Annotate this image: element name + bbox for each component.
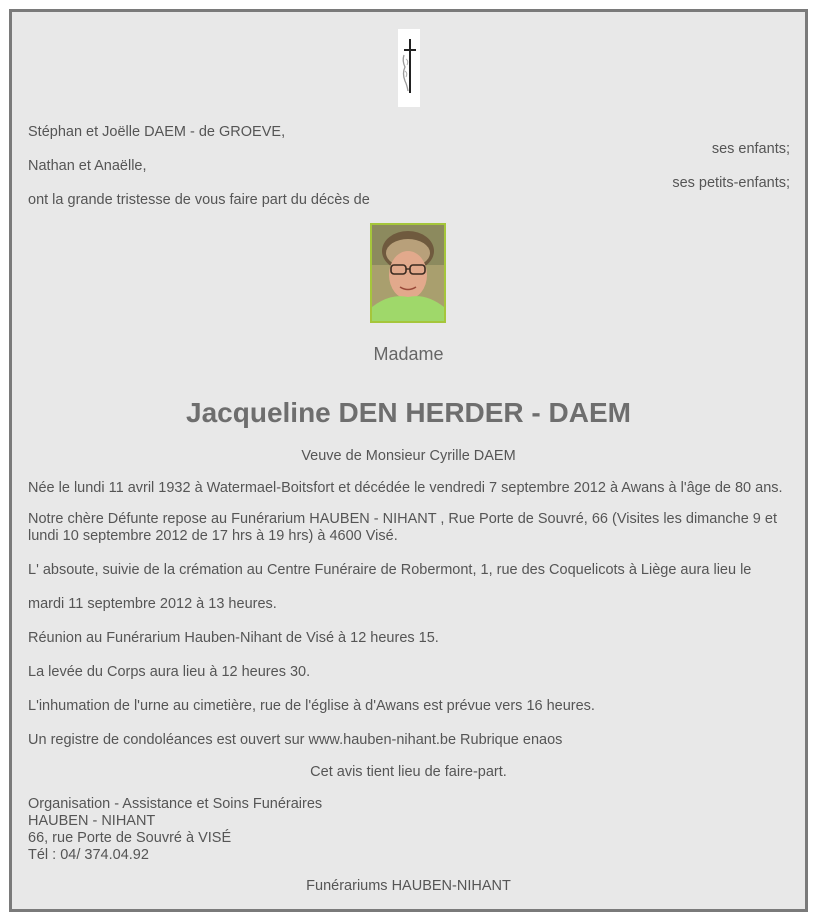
condolence-register: Un registre de condoléances est ouvert sur www.hauben-nihant.be Rubrique enaos — [28, 732, 563, 748]
absolution: L' absoute, suivie de la crémation au Centre Funéraire de Robermont, 1, rue des Coquelicots à Liège aura lieu le — [28, 562, 752, 578]
grandchildren-role: ses petits-enfants; — [672, 175, 790, 191]
rest-line-2: lundi 10 septembre 2012 de 17 hrs à 19 hrs) à 4600 Visé. — [28, 528, 398, 544]
notice: Cet avis tient lieu de faire-part. — [310, 764, 507, 780]
organisation-line-3: 66, rue Porte de Souvré à VISÉ — [28, 830, 232, 846]
children-names: Stéphan et Joëlle DAEM - de GROEVE, — [28, 124, 286, 140]
birth-death: Née le lundi 11 avril 1932 à Watermael-Boitsfort et décédée le vendredi 7 septembre 2012 à Awans à l'âge de 80 ans. — [28, 480, 783, 496]
widow-of: Veuve de Monsieur Cyrille DAEM — [301, 448, 516, 464]
organisation-line-2: HAUBEN - NIHANT — [28, 813, 156, 829]
portrait-photo — [370, 223, 446, 323]
announcement: ont la grande tristesse de vous faire part du décès de — [28, 192, 370, 208]
organisation-phone: Tél : 04/ 374.04.92 — [28, 847, 149, 863]
rest-line-1: Notre chère Défunte repose au Funérarium HAUBEN - NIHANT , Rue Porte de Souvré, 66 (Visites les dimanche 9 et — [28, 511, 777, 527]
meeting: Réunion au Funérarium Hauben-Nihant de Visé à 12 heures 15. — [28, 630, 439, 646]
grandchildren-names: Nathan et Anaëlle, — [28, 158, 147, 174]
absolution-date: mardi 11 septembre 2012 à 13 heures. — [28, 596, 277, 612]
deceased-title: Madame — [373, 344, 444, 364]
footer: Funérariums HAUBEN-NIHANT — [306, 878, 511, 894]
children-role: ses enfants; — [711, 141, 790, 157]
organisation-line-1: Organisation - Assistance et Soins Funéraires — [28, 796, 323, 812]
deceased-name: Jacqueline DEN HERDER - DAEM — [186, 397, 631, 428]
obituary-card — [9, 9, 808, 912]
lifting: La levée du Corps aura lieu à 12 heures 30. — [28, 664, 311, 680]
cross-icon — [398, 29, 420, 107]
burial: L'inhumation de l'urne au cimetière, rue de l'église à d'Awans est prévue vers 16 heures. — [28, 698, 595, 714]
